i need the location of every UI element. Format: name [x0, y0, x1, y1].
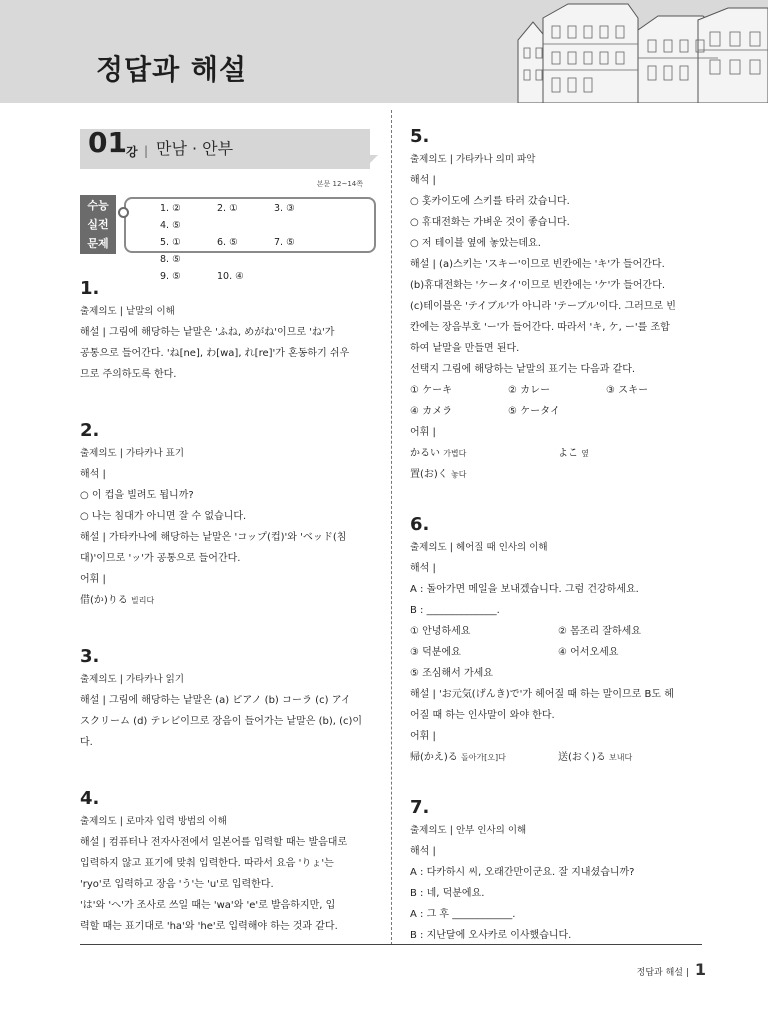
text-line: 해설 | 컴퓨터나 전자사전에서 일본어를 입력할 때는 발음대로 [80, 837, 348, 848]
answer-item: 1. ② [160, 203, 181, 214]
answer-grid [160, 200, 380, 285]
page-footer [637, 960, 706, 979]
question-intent: 출제의도 | 낱말의 이해 [80, 306, 175, 317]
vocab-word: 置(お)く [410, 469, 448, 480]
choice-item: ① 안녕하세요 [410, 626, 471, 637]
choice-item: ③ スキー [606, 385, 649, 396]
text-line: B : 네, 덕분에요. [410, 888, 485, 899]
text-line: 하여 낱말을 만들면 된다. [410, 343, 520, 354]
choice-item: ⑤ 조심해서 가세요 [410, 668, 493, 679]
vocab-row [410, 747, 706, 768]
vocab-meaning: 옆 [581, 449, 589, 458]
text-line: 해설 | 그림에 해당하는 낱말은 'ふね, めがね'이므로 'ね'가 [80, 327, 335, 338]
text-line: 어휘 | [410, 731, 436, 742]
label-line: 수능 [87, 199, 109, 212]
text-line: 'ryo'로 입력하고 장음 'う'는 'u'로 입력한다. [80, 879, 274, 890]
question-intent: 출제의도 | 가타카나 읽기 [80, 674, 185, 685]
connector-dot [118, 207, 129, 218]
lesson-number: 01 [88, 126, 127, 159]
text-line: 'は'와 'へ'가 조사로 쓰일 때는 'wa'와 'e'로 발음하지만, 입 [80, 900, 336, 911]
vocab-row [410, 464, 706, 485]
vocab-word: 借(か)りる [80, 595, 128, 606]
right-column [410, 115, 706, 946]
answer-item: 9. ⑤ [160, 271, 181, 282]
text-line: 다. [80, 737, 93, 748]
answer-item: 10. ④ [217, 271, 244, 282]
text-line: 대)'이므로 'ッ'가 공통으로 들어간다. [80, 553, 241, 564]
answer-box-label [80, 195, 116, 254]
choice-row [410, 621, 706, 642]
vocab-row [410, 443, 706, 464]
column-divider [391, 110, 392, 945]
question-intent: 출제의도 | 로마자 입력 방법의 이해 [80, 816, 227, 827]
choice-item: ⑤ ケータイ [508, 406, 560, 417]
footer-text: 정답과 해설 | [636, 968, 689, 978]
label-line: 실전 [87, 218, 109, 231]
question-number: 6. [410, 514, 430, 535]
text-line: 해석 | [410, 563, 436, 574]
text-line: 해석 | [410, 846, 436, 857]
vocab-meaning: 돌아가[오]다 [461, 753, 506, 762]
vocab-meaning: 가볍다 [443, 449, 467, 458]
text-line: A : 그 후 ____________. [410, 909, 516, 920]
text-line: 어질 때 하는 인사말이 와야 한다. [410, 710, 555, 721]
answer-item: 7. ⑤ [274, 237, 295, 248]
lesson-separator: | [144, 144, 149, 158]
answer-item: 5. ① [160, 237, 181, 248]
vocab-word: よこ [558, 448, 578, 459]
question-number: 7. [410, 797, 430, 818]
vocab-word: 帰(かえ)る [410, 752, 458, 763]
town-illustration [488, 0, 768, 103]
question-intent: 출제의도 | 가타카나 의미 파악 [410, 154, 536, 165]
banner-notch [370, 155, 378, 163]
text-line: 해석 | [80, 469, 106, 480]
vocab-meaning: 보내다 [609, 753, 633, 762]
text-line: 해설 | (a)스키는 'スキー'이므로 빈칸에는 'キ'가 들어간다. [410, 259, 665, 270]
question-intent: 출제의도 | 안부 인사의 이해 [410, 825, 527, 836]
text-line: ○ 나는 침대가 아니면 잘 수 없습니다. [80, 511, 247, 522]
text-line: 선택지 그림에 해당하는 낱말의 표기는 다음과 같다. [410, 364, 636, 375]
answer-item: 2. ① [217, 203, 238, 214]
text-line: 해설 | 가타카나에 해당하는 낱말은 'コップ(컵)'와 'ベッド(침 [80, 532, 347, 543]
answer-item: 8. ⑤ [160, 254, 181, 265]
page-title: 정답과 해설 [96, 53, 247, 86]
vocab-label: 어휘 | [410, 427, 436, 438]
vocab-word: かるい [410, 448, 440, 459]
vocab-meaning: 놓다 [451, 470, 467, 479]
page-header [0, 0, 768, 103]
text-line: 입력하지 않고 표기에 맞춰 입력한다. 따라서 요음 'りょ'는 [80, 858, 334, 869]
text-line: スクリーム (d) テレビ이므로 장음이 들어가는 낱말은 (b), (c)이 [80, 716, 363, 727]
page-number: 1 [694, 960, 706, 979]
text-line: B : 지난달에 오사카로 이사했습니다. [410, 930, 572, 941]
text-line: 어휘 | [80, 574, 106, 585]
page-reference: 본문 12~14쪽 [316, 180, 363, 188]
text-line: ○ 홋카이도에 스키를 타러 갔습니다. [410, 196, 570, 207]
choice-item: ③ 덕분에요 [410, 647, 461, 658]
choice-item: ② 몸조리 잘하세요 [558, 626, 641, 637]
choice-row [410, 401, 706, 422]
choice-item: ④ カメラ [410, 406, 453, 417]
question-number: 5. [410, 126, 430, 147]
answer-item: 3. ③ [274, 203, 295, 214]
text-line: 칸에는 장음부호 'ー'가 들어간다. 따라서 'キ, ケ, ー'를 조합 [410, 322, 670, 333]
lesson-kang: 강 [126, 145, 138, 159]
answer-item: 6. ⑤ [217, 237, 238, 248]
left-column [80, 115, 376, 937]
text-line: 해설 | 그림에 해당하는 낱말은 (a) ピアノ (b) コーラ (c) アイ [80, 695, 351, 706]
vocab-word: 送(おく)る [558, 752, 606, 763]
label-line: 문제 [87, 237, 109, 250]
text-line: 므로 주의하도록 한다. [80, 369, 177, 380]
lesson-title: 만남 · 안부 [156, 139, 234, 158]
question-number: 1. [80, 278, 100, 299]
choice-item: ④ 어서오세요 [558, 647, 619, 658]
choice-item: ① ケーキ [410, 385, 453, 396]
question-number: 2. [80, 420, 100, 441]
text-line: (b)휴대전화는 'ケータイ'이므로 빈칸에는 'ケ'가 들어간다. [410, 280, 666, 291]
text-line: ○ 휴대전화는 가벼운 것이 좋습니다. [410, 217, 570, 228]
text-line: A : 돌아가면 메일을 보내겠습니다. 그럼 건강하세요. [410, 584, 639, 595]
text-line: 공통으로 들어간다. 'ね[ne], わ[wa], れ[re]'가 혼동하기 쉬우 [80, 348, 350, 359]
vocab-meaning: 빌리다 [131, 596, 155, 605]
lesson-banner [80, 126, 370, 169]
question-number: 4. [80, 788, 100, 809]
text-line: 해설 | 'お元気(げんき)で'가 헤어질 때 하는 말이므로 B도 헤 [410, 689, 674, 700]
text-line: ○ 저 테이블 옆에 놓았는데요. [410, 238, 541, 249]
text-line: (c)테이블은 'テイブル'가 아니라 'テーブル'이다. 그러므로 빈 [410, 301, 676, 312]
text-line: 력할 때는 표기대로 'ha'와 'he'로 입력해야 하는 것과 같다. [80, 921, 338, 932]
bottom-rule [80, 944, 702, 945]
question-intent: 출제의도 | 헤어질 때 인사의 이해 [410, 542, 548, 553]
answer-box [80, 195, 376, 282]
text-line: ○ 이 컵을 빌려도 됩니까? [80, 490, 194, 501]
answer-item: 4. ⑤ [160, 220, 181, 231]
text-line: B : ______________. [410, 605, 500, 616]
question-number: 3. [80, 646, 100, 667]
choice-item: ② カレー [508, 385, 551, 396]
choice-row [410, 380, 706, 401]
question-intent: 출제의도 | 가타카나 표기 [80, 448, 185, 459]
vocab-row [80, 590, 376, 611]
text-line: A : 다카하시 씨, 오래간만이군요. 잘 지내셨습니까? [410, 867, 635, 878]
choice-row [410, 642, 706, 663]
text-line: 해석 | [410, 175, 436, 186]
